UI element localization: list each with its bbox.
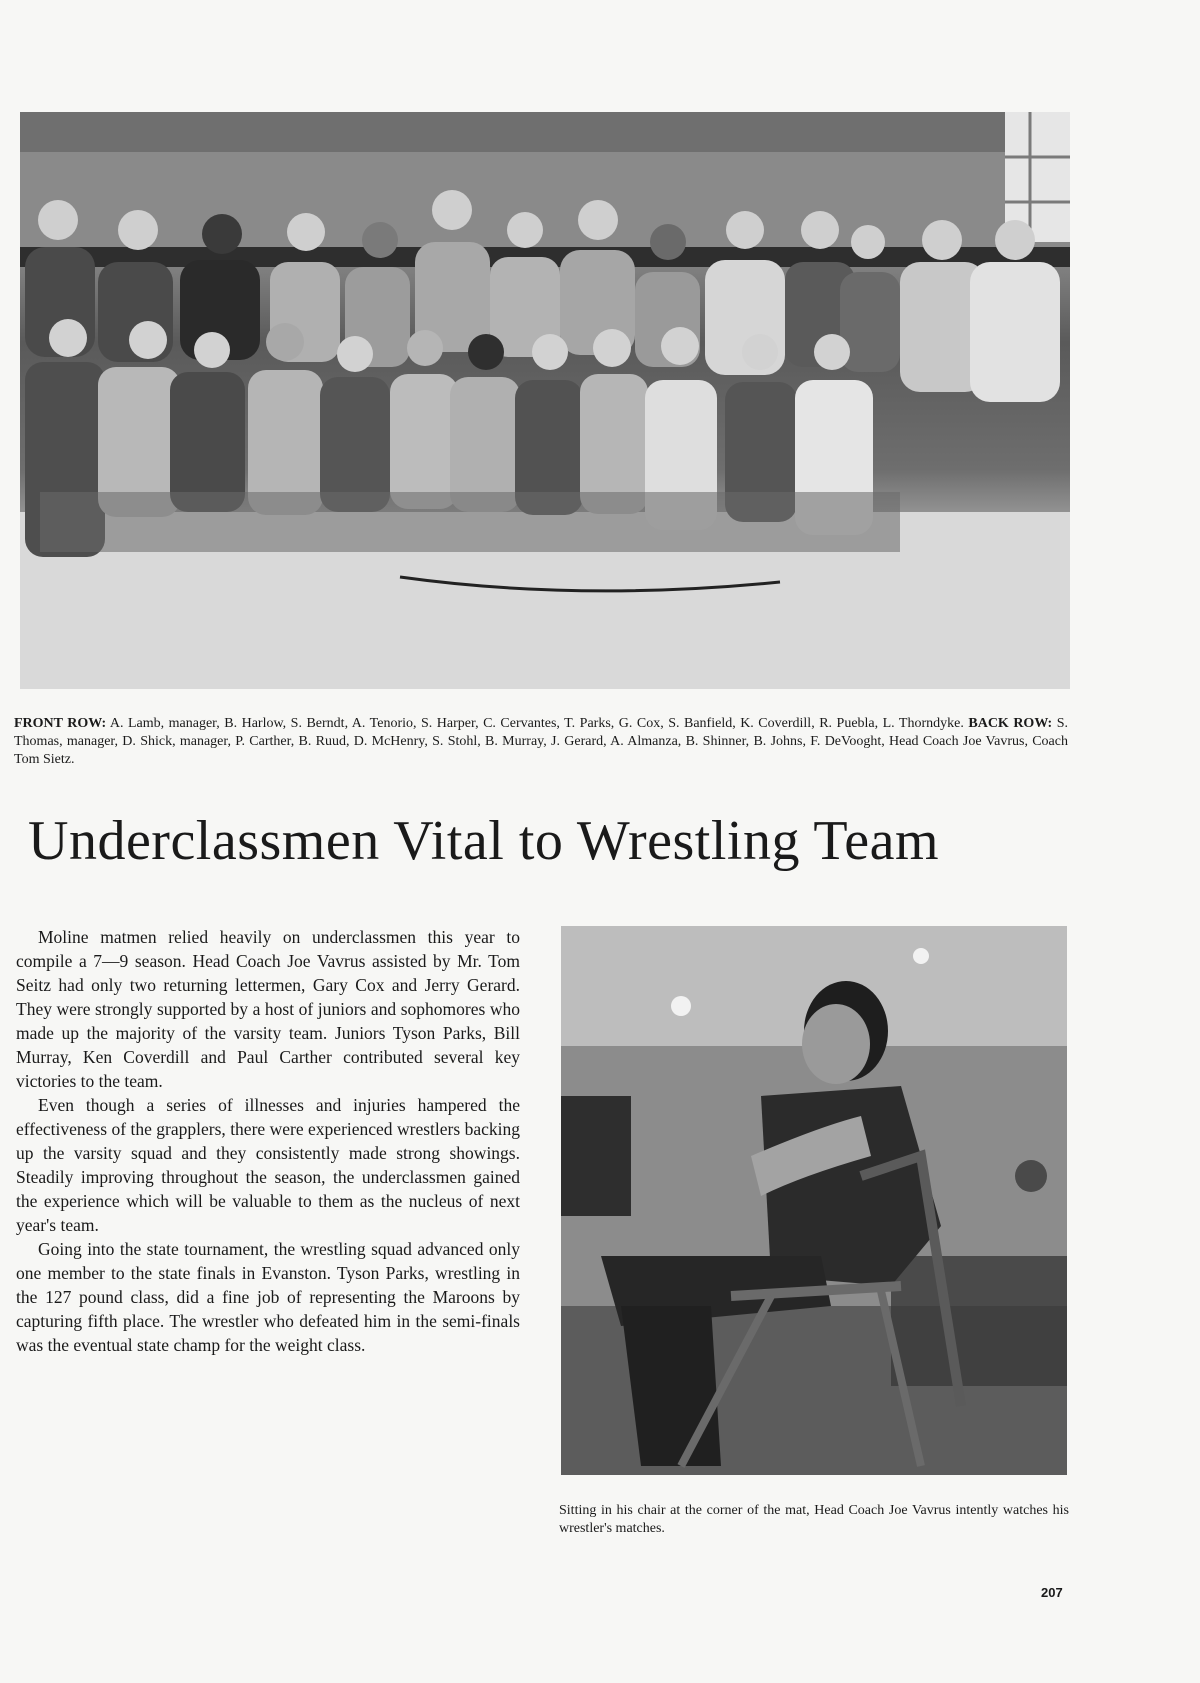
back-row-names: S. Thomas, manager, D. Shick, manager, P. Carther, B. Ruud, D. McHenry, S. Stohl, B. Murray, J. Gerard, A. Almanza, B. Shinner, B. Johns, F. DeVooght, Head Coach Joe Vavrus, Coach Tom Sietz. (14, 716, 1069, 767)
page-number: 207 (1041, 1585, 1063, 1600)
article-paragraph: Even though a series of illnesses and injuries hampered the effectiveness of the grapplers, there were experienced wrestlers backing up the varsity squad and they consistently made strong showings. Steadily improving throughout the season, the underclassmen gained the experience which will be valuable to them as the nucleus of next year's team. (16, 1095, 520, 1235)
coach-photo (561, 926, 1067, 1475)
team-photo (20, 112, 1070, 689)
back-row-label: BACK ROW: (968, 716, 1053, 731)
coach-photo-caption: Sitting in his chair at the corner of the mat, Head Coach Joe Vavrus intently watches his wrestler's matches. (559, 1503, 1069, 1536)
front-row-label: FRONT ROW: (14, 716, 107, 731)
article-headline: Underclassmen Vital to Wrestling Team (28, 810, 939, 872)
article-body (16, 925, 520, 1357)
article-paragraph: Going into the state tournament, the wrestling squad advanced only one member to the state finals in Evanston. Tyson Parks, wrestling in the 127 pound class, did a fine job of representing the Maroons by capturing fifth place. The wrestler who defeated him in the semi-finals was the eventual state champ for the weight class. (16, 1239, 520, 1355)
article-paragraph: Moline matmen relied heavily on underclassmen this year to compile a 7—9 season. Head Coach Joe Vavrus assisted by Mr. Tom Seitz had only two returning lettermen, Gary Cox and Jerry Gerard. They were strongly supported by a host of juniors and sophomores who made up the majority of the varsity team. Juniors Tyson Parks, Bill Murray, Ken Coverdill and Paul Carther contributed several key victories to the team. (16, 927, 520, 1091)
team-photo-caption (14, 715, 1068, 769)
front-row-names: A. Lamb, manager, B. Harlow, S. Berndt, A. Tenorio, S. Harper, C. Cervantes, T. Parks, G. Cox, S. Banfield, K. Coverdill, R. Puebla, L. Thorndyke. (106, 716, 969, 731)
